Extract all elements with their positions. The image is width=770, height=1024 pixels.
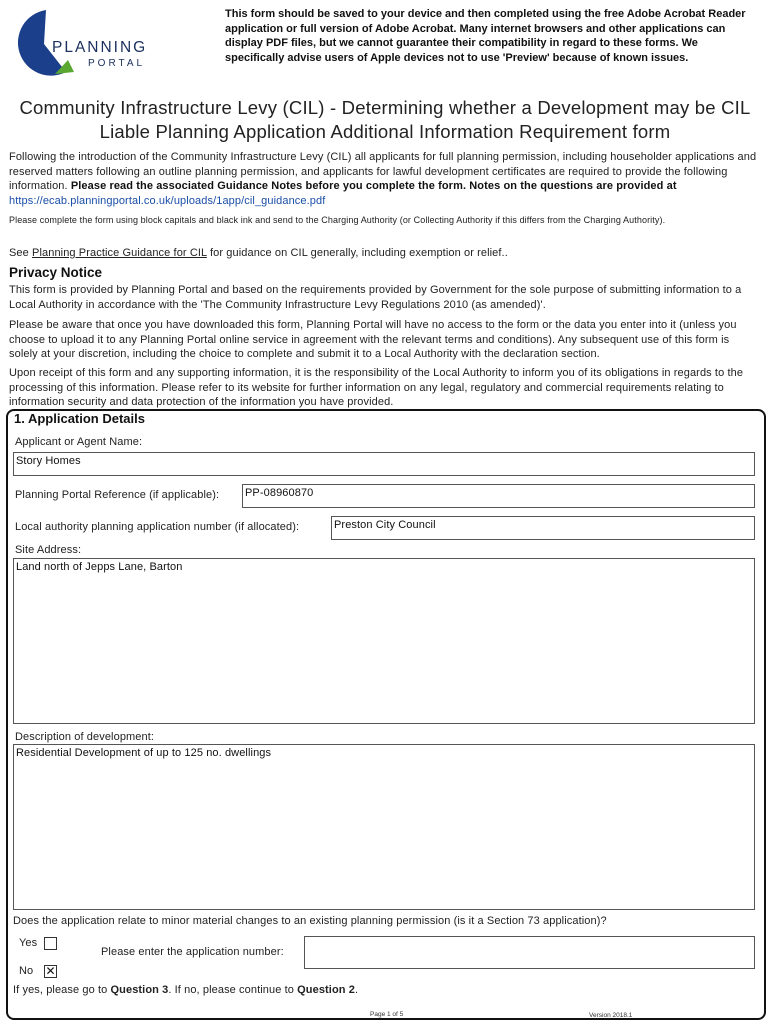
site-address-field[interactable]: Land north of Jepps Lane, Barton bbox=[13, 558, 755, 724]
privacy-paragraph-3: Upon receipt of this form and any supporting information, it is the responsibility of the Local Authority to inform you of its obligations in regards to the processing of this information. Please refer to its website for further information on any legal, regulatory and commercial requirements relating to information security and data protection of the information you have provided. bbox=[9, 367, 744, 408]
pp-reference-label: Planning Portal Reference (if applicable): bbox=[15, 489, 220, 501]
applicant-name-field[interactable]: Story Homes bbox=[13, 452, 755, 476]
description-field[interactable]: Residential Development of up to 125 no. dwellings bbox=[13, 744, 755, 910]
intro-bold: Please read the associated Guidance Notes before you complete the form. Notes on the questions are provided at bbox=[70, 180, 677, 192]
logo-graphic bbox=[8, 8, 178, 78]
yes-checkbox[interactable] bbox=[44, 937, 57, 950]
question-2-ref: Question 2 bbox=[297, 984, 355, 996]
intro-text: Following the introduction of the Community Infrastructure Levy (CIL) all applicants for full planning permission, including householder applications and reserved matters following an outline planning permission, and applicants for lawful development certificates are required to provide the following information. bbox=[9, 151, 757, 192]
yes-label: Yes bbox=[19, 937, 38, 949]
page-number: Page 1 of 5 bbox=[370, 1011, 404, 1018]
la-application-number-field[interactable]: Preston City Council bbox=[331, 516, 755, 540]
intro-paragraph bbox=[9, 150, 761, 208]
see-suffix: for guidance on CIL generally, including exemption or relief.. bbox=[210, 247, 508, 259]
logo-line2: PORTAL bbox=[88, 58, 146, 69]
next-prefix: If yes, please go to bbox=[13, 984, 108, 996]
privacy-notice-heading: Privacy Notice bbox=[9, 265, 103, 280]
site-address-label: Site Address: bbox=[15, 544, 82, 556]
pdf-compatibility-notice: This form should be saved to your device and then completed using the free Adobe Acrobat Reader application or full version of Adobe Acrobat. Many internet browsers and other applications can display PDF files, but we cannot guarantee their compatibility in regard to these forms. We specifically advise users of Apple devices not to use 'Preview' because of known issues. bbox=[225, 8, 746, 64]
planning-portal-logo bbox=[8, 8, 178, 78]
application-number-label: Please enter the application number: bbox=[101, 946, 284, 958]
description-label: Description of development: bbox=[15, 731, 155, 743]
next-question-instruction bbox=[13, 984, 358, 996]
title-line-1: Community Infrastructure Levy (CIL) - Determining whether a Development may be CIL bbox=[19, 97, 751, 118]
title-line-2: Liable Planning Application Additional Information Requirement form bbox=[99, 121, 671, 142]
see-prefix: See bbox=[9, 247, 29, 259]
privacy-paragraph-1: This form is provided by Planning Portal and based on the requirements provided by Government for the sole purpose of submitting information to a Local Authority in accordance with the 'The Community Infrastructure Levy Regulations 2010 (as amended)'. bbox=[9, 284, 742, 311]
application-number-field[interactable] bbox=[304, 936, 755, 969]
next-middle: . If no, please continue to bbox=[168, 984, 294, 996]
la-application-number-label: Local authority planning application number (if allocated): bbox=[15, 521, 300, 533]
no-checkbox[interactable]: ✕ bbox=[45, 964, 56, 978]
logo-line1: PLANNING bbox=[52, 39, 148, 56]
no-label: No bbox=[19, 965, 34, 977]
guidance-url-link[interactable]: https://ecab.planningportal.co.uk/uploads/1app/cil_guidance.pdf bbox=[9, 194, 326, 207]
completion-instructions: Please complete the form using block capitals and black ink and send to the Charging Authority (or Collecting Authority if this differs from the Charging Authority). bbox=[9, 215, 666, 225]
section-1-title: 1. Application Details bbox=[14, 411, 145, 426]
pp-reference-field[interactable]: PP-08960870 bbox=[242, 484, 755, 508]
planning-practice-guidance-link[interactable]: Planning Practice Guidance for CIL bbox=[32, 247, 207, 259]
applicant-name-label: Applicant or Agent Name: bbox=[15, 436, 143, 448]
see-guidance-line bbox=[9, 246, 761, 261]
privacy-paragraph-2: Please be aware that once you have downloaded this form, Planning Portal will have no access to the form or the data you enter into it (unless you choose to upload it to any Planning Portal online service in agreement with the relevant terms and conditions). Any subsequent use of this form is solely at your discretion, including the choice to complete and submit it to a Local Authority with the declaration section. bbox=[9, 319, 737, 360]
next-suffix: . bbox=[354, 984, 359, 996]
form-version: Version 2018.1 bbox=[589, 1012, 633, 1019]
question-3-ref: Question 3 bbox=[110, 984, 169, 996]
form-title bbox=[0, 96, 770, 144]
section-73-question: Does the application relate to minor material changes to an existing planning permission (is it a Section 73 application)? bbox=[13, 915, 607, 927]
